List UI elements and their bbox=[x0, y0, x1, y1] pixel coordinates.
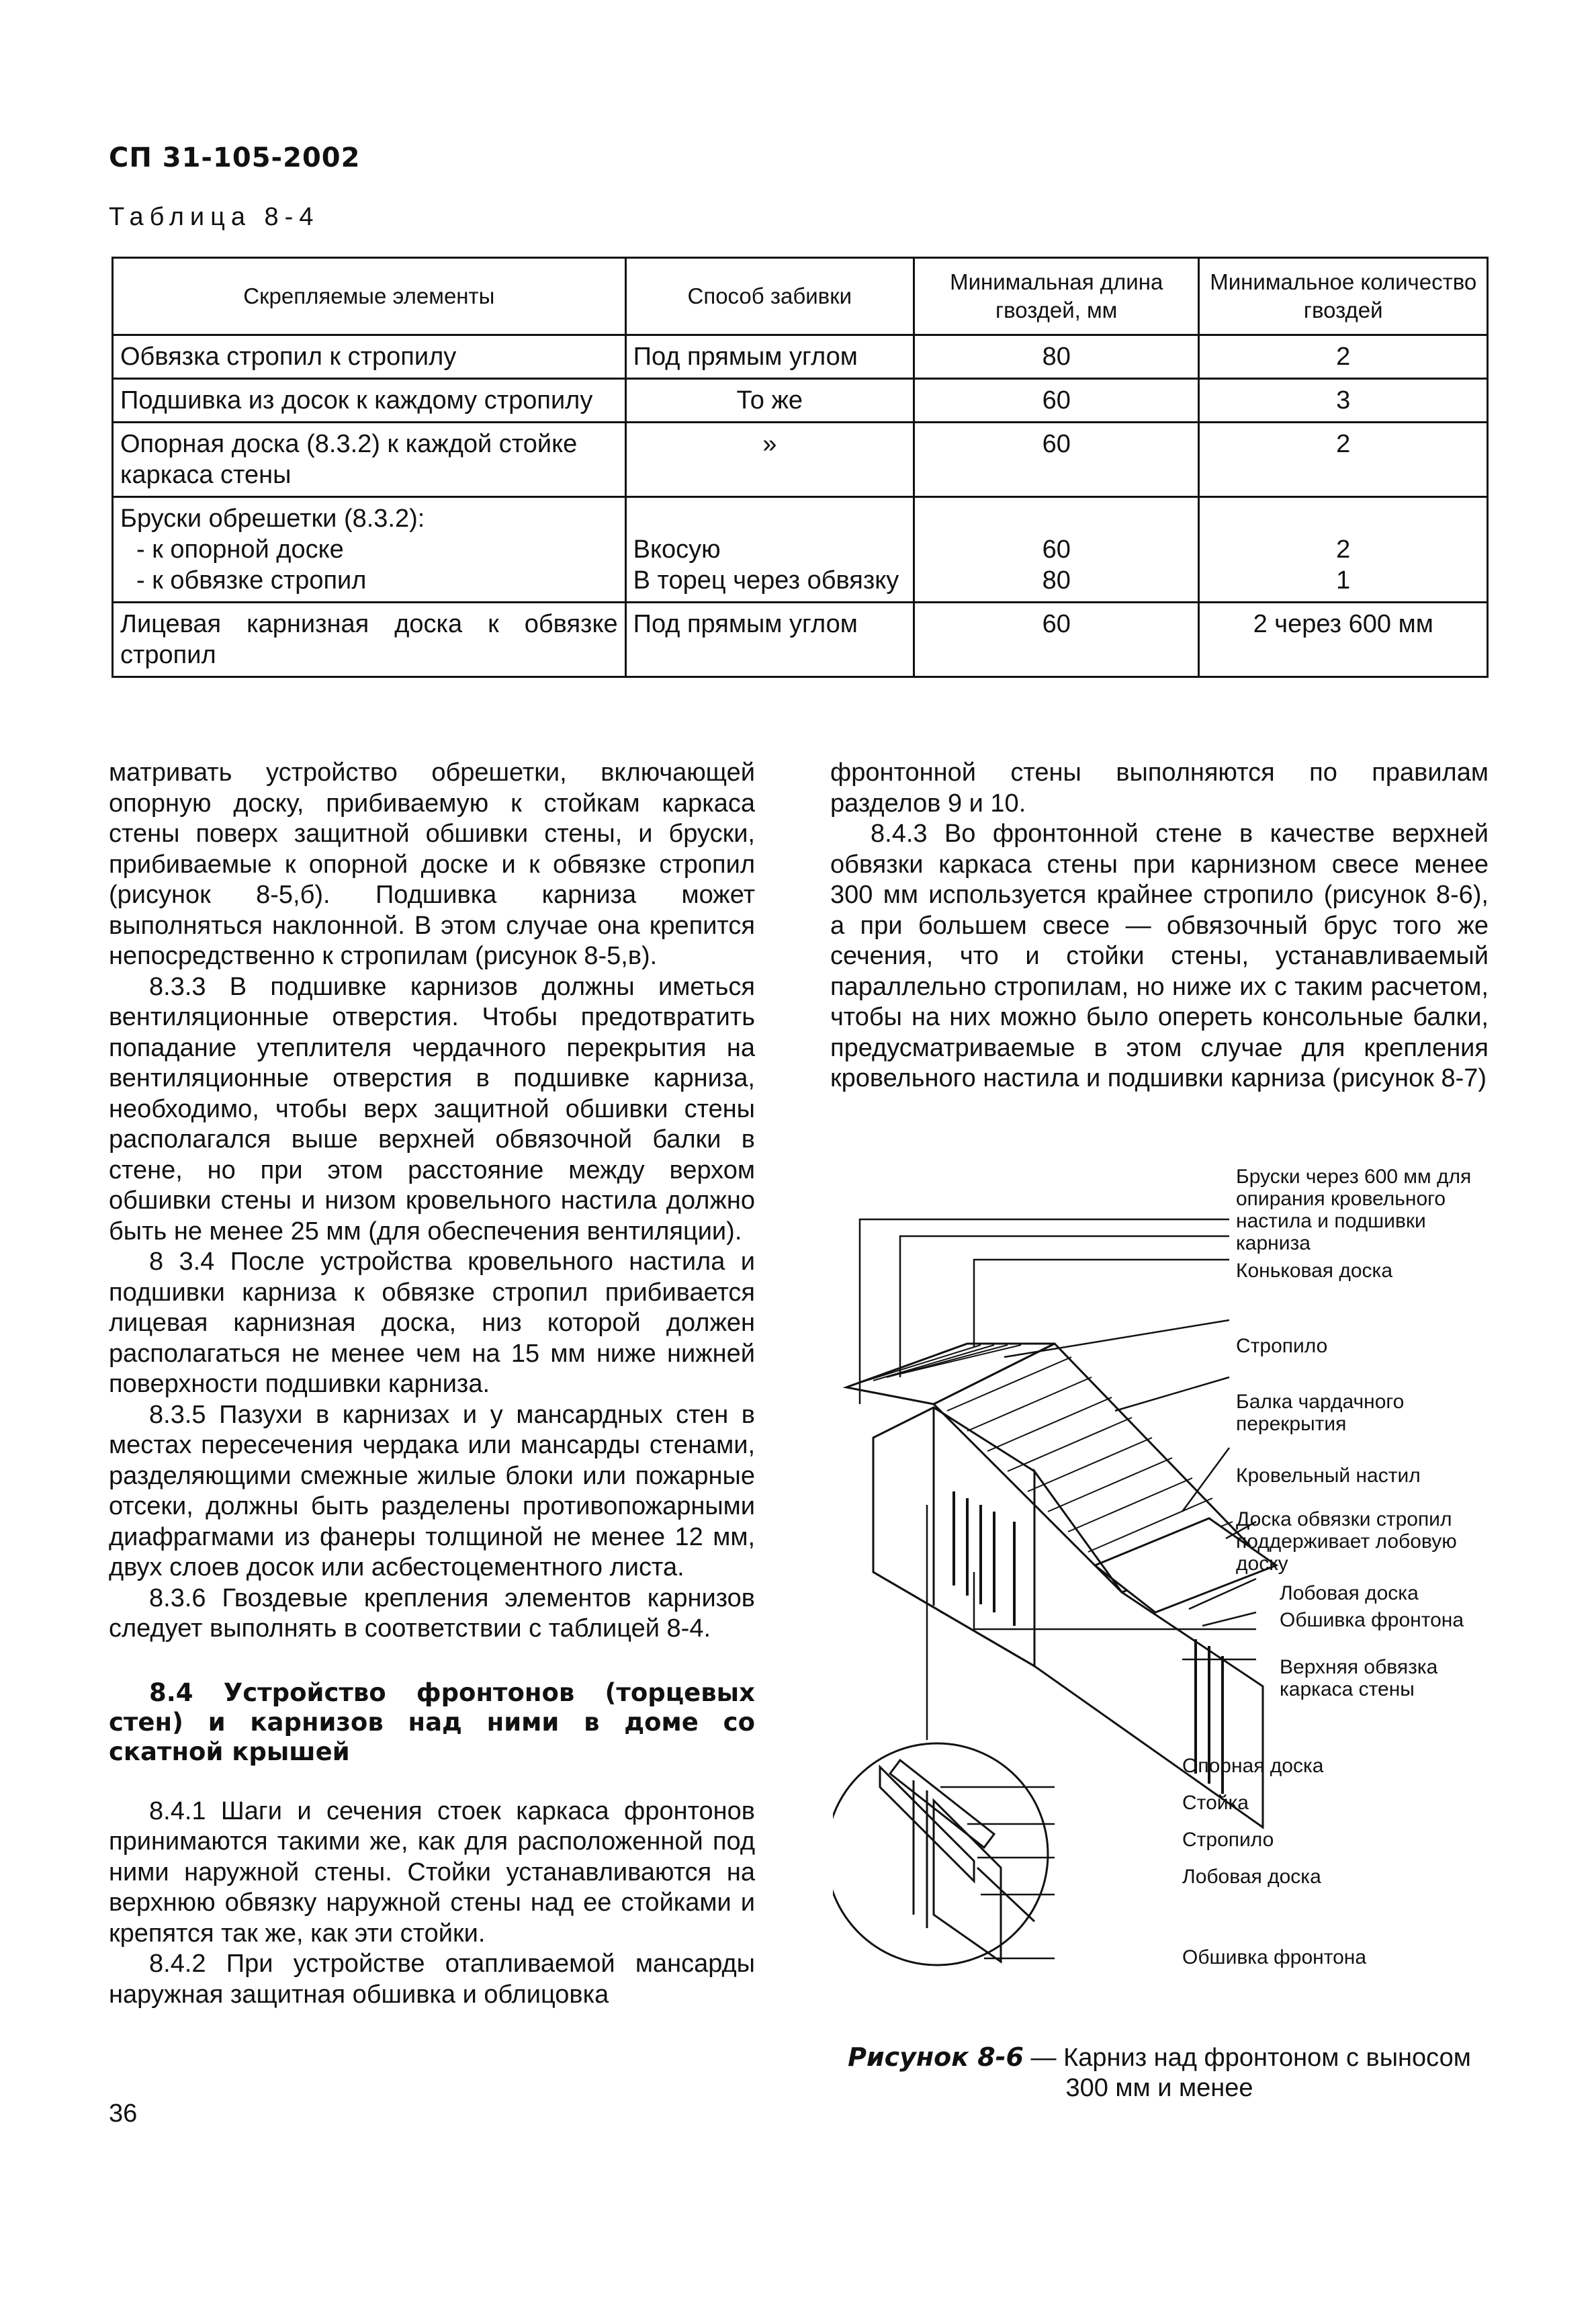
detail-label-fascia: Лобовая доска bbox=[1182, 1866, 1321, 1888]
table-row bbox=[113, 379, 1488, 423]
right-column bbox=[830, 758, 1489, 1094]
page-number: 36 bbox=[109, 2099, 138, 2128]
cell-line: 1 bbox=[1336, 566, 1351, 595]
paragraph: 8.3.6 Гвоздевые крепления элементов карнизов следует выполнять в соответствии с таблицей 8-4. bbox=[109, 1583, 755, 1643]
detail-label-gable-sheathing: Обшивка фронтона bbox=[1182, 1946, 1367, 1968]
paragraph: 8.4.1 Шаги и сечения стоек каркаса фронтонов принимаются такими же, как для расположенной под ними наружной стены. Стойки устанавливаются на верхнюю обвязку наружной стены над ее стойками и крепятся так же, как эти стойки. bbox=[109, 1796, 755, 1948]
figure-caption-text: — Карниз над фронтоном с выносом 300 мм и менее bbox=[1023, 2044, 1471, 2102]
label-rafter: Стропило bbox=[1236, 1335, 1328, 1357]
label-gable-sheathing: Обшивка фронтона bbox=[1280, 1609, 1464, 1631]
detail-leaders bbox=[940, 1787, 1055, 1958]
table-header-row bbox=[113, 258, 1488, 335]
table-cell: Обвязка стропил к стропилу bbox=[113, 335, 626, 379]
detail-label-support-board: Опорная доска bbox=[1182, 1755, 1324, 1777]
table-cell: 2 через 600 мм bbox=[1199, 603, 1488, 677]
table-header-cell: Минимальное количество гвоздей bbox=[1199, 258, 1488, 335]
detail-label-rafter: Стропило bbox=[1182, 1829, 1274, 1851]
cell-line: Бруски обрешетки (8.3.2): bbox=[120, 505, 425, 533]
paragraph: 8.4.2 При устройстве отапливаемой мансарды наружная защитная обшивка и облицовка bbox=[109, 1950, 755, 2009]
cell-line: 80 bbox=[1042, 566, 1071, 595]
nailing-table bbox=[112, 257, 1489, 678]
detail-drawing bbox=[880, 1760, 1034, 1962]
table-cell: » bbox=[625, 423, 914, 497]
left-column bbox=[109, 758, 755, 2010]
cell-line: 2 bbox=[1336, 535, 1351, 564]
table-row bbox=[113, 335, 1488, 379]
table-row bbox=[113, 603, 1488, 677]
paragraph: 8.3.3 В подшивке карнизов должны иметься вентиляционные отверстия. Чтобы предотвратить попадание утеплителя чердачного перекрытия на вентиляционные отверстия в подшивке карниза, необходимо, чтобы верх защитной обшивки стены располагался выше верхней обвязочной балки в стене, но при этом расстояние между верхом обшивки стены и низом кровельного настила должно быть не менее 25 мм (для обеспечения вентиляции). bbox=[109, 972, 755, 1246]
cell-line: - к обвязке стропил bbox=[136, 566, 367, 595]
table-cell: То же bbox=[625, 379, 914, 423]
table-header-cell: Минимальная длина гвоздей, мм bbox=[914, 258, 1199, 335]
table-cell: 3 bbox=[1199, 379, 1488, 423]
table-row bbox=[113, 497, 1488, 603]
label-bruski: Бруски через 600 мм для опирания кровельного настила и подшивки карниза bbox=[1236, 1166, 1472, 1254]
table-cell: 2 bbox=[1199, 423, 1488, 497]
cell-line: В торец через обвязку bbox=[633, 566, 899, 595]
detail-label-stud: Стойка bbox=[1182, 1792, 1249, 1814]
table-cell: 80 bbox=[914, 335, 1199, 379]
label-rafter-tie-board: Доска обвязки стропил поддерживает лобовую доску bbox=[1236, 1508, 1457, 1575]
cell-line: - к опорной доске bbox=[136, 535, 344, 564]
table-cell: 60 bbox=[914, 603, 1199, 677]
section-heading: 8.4 Устройство фронтонов (торцевых стен) и карнизов над ними в доме со скатной крышей bbox=[109, 1678, 755, 1766]
cell-line: Вкосую bbox=[633, 535, 721, 564]
label-fascia: Лобовая доска bbox=[1280, 1582, 1419, 1604]
table-caption: Таблица 8-4 bbox=[109, 203, 320, 231]
cell-line: 60 bbox=[1042, 535, 1071, 564]
detail-circle bbox=[833, 1743, 1048, 1965]
paragraph: матривать устройство обрешетки, включающей опорную доску, прибиваемую к стойкам каркаса стены поверх защитной обшивки стены, и бруски, прибиваемые к опорной доске и к обвязке стропил (рисунок 8-5,б). Подшивка карниза может выполняться наклонной. В этом случае она крепится непосредственно к стропилам (рисунок 8-5,в). bbox=[109, 758, 755, 970]
table-cell: Под прямым углом bbox=[625, 335, 914, 379]
table-cell: 60 bbox=[914, 379, 1199, 423]
table-cell bbox=[625, 497, 914, 603]
label-roof-deck: Кровельный настил bbox=[1236, 1465, 1421, 1487]
table-cell: 2 bbox=[1199, 335, 1488, 379]
paragraph: 8.4.3 Во фронтонной стене в качестве верхней обвязки каркаса стены при карнизном свесе менее 300 мм используется крайнее стропило (рисунок 8-6), а при большем свесе — обвязочный брус того же сечения, что и стойки стены, устанавливаемый параллельно стропилам, но ниже их с таким расчетом, чтобы на них можно было опереть консольные балки, предусматриваемые в этом случае для крепления кровельного настила и подшивки карниза (рисунок 8-7) bbox=[830, 820, 1489, 1092]
paragraph: 8.3.5 Пазухи в карнизах и у мансардных стен в местах пересечения чердака или мансарды стенами, разделяющими смежные жилые блоки или пожарные отсеки, должны быть разделены противопожарными диафрагмами из фанеры толщиной не менее 12 мм, двух слоев досок или асбестоцементного листа. bbox=[109, 1400, 755, 1581]
label-attic-beam: Балка чардачного перекрытия bbox=[1236, 1391, 1405, 1435]
table-cell: Лицевая карнизная доска к обвязке стропил bbox=[113, 603, 626, 677]
table-cell: Под прямым углом bbox=[625, 603, 914, 677]
paragraph: 8 3.4 После устройства кровельного настила и подшивки карниза к обвязке стропил прибивается лицевая карнизная доска, низ которой должен располагаться не менее чем на 15 мм ниже нижней поверхности подшивки карниза. bbox=[109, 1248, 755, 1398]
table-cell bbox=[113, 497, 626, 603]
paragraph: фронтонной стены выполняются по правилам разделов 9 и 10. bbox=[830, 758, 1489, 818]
table-cell: 60 bbox=[914, 423, 1199, 497]
wall-base bbox=[873, 1572, 1034, 1666]
label-top-plate: Верхняя обвязка каркаса стены bbox=[1280, 1656, 1438, 1700]
figure-caption-number: Рисунок 8-6 bbox=[848, 2042, 1024, 2072]
table-header-cell: Способ забивки bbox=[625, 258, 914, 335]
table-cell: Опорная доска (8.3.2) к каждой стойке каркаса стены bbox=[113, 423, 626, 497]
figure-caption bbox=[830, 2042, 1489, 2103]
table-row bbox=[113, 423, 1488, 497]
label-ridge-board: Коньковая доска bbox=[1236, 1260, 1393, 1282]
wall-studs bbox=[954, 1491, 1014, 1626]
table-cell: Подшивка из досок к каждому стропилу bbox=[113, 379, 626, 423]
table-header-cell: Скрепляемые элементы bbox=[113, 258, 626, 335]
document-code: СП 31-105-2002 bbox=[109, 142, 361, 173]
table-cell bbox=[914, 497, 1199, 603]
table-cell bbox=[1199, 497, 1488, 603]
